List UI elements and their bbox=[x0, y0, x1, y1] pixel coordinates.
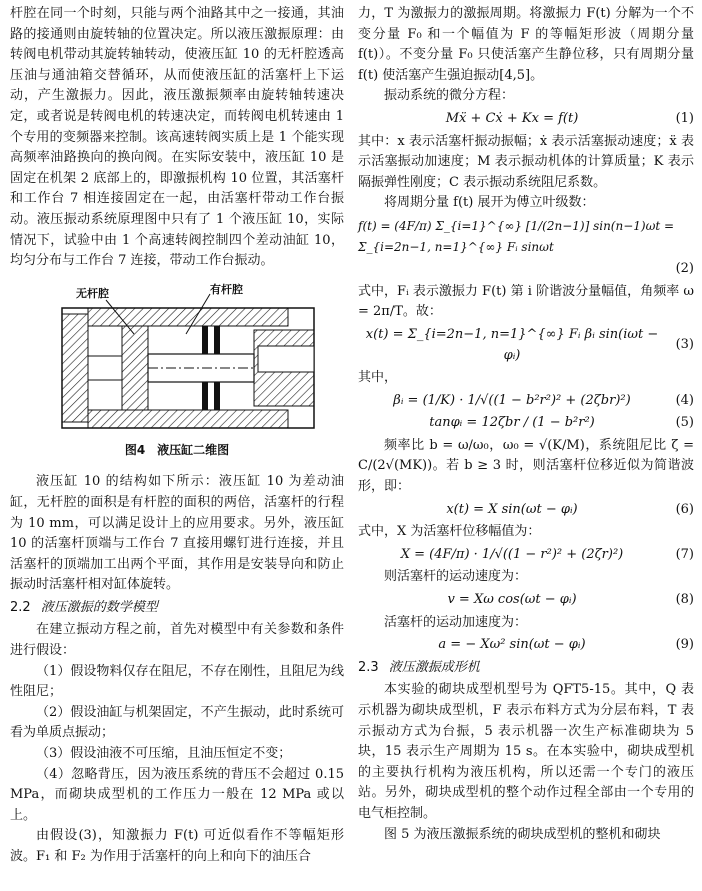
left-paragraph-1: 杆腔在同一个时刻，只能与两个油路其中之一接通，其油路的接通则由旋转轴的位置决定。所以液压激振原理：由转阀电机带动其旋转轴转动，使液压缸 10 的无杆腔透高压油与通油箱交替循环，从而使液压缸的活塞杆上下运动，产生激振力。因此，液压激振频率由旋转轴转速决定，或者说是转阀电机的转速决定，而转阀电机转速由 1 个专用的变频器来控制。该高速转阀实质上是 1 个能实现高频率油路换向的换向阀。在实际安装中，液压缸 10 是固定在机架 2 底部上的，即激振机构 10 位置，其活塞杆和工作台 7 相连接固定在一起，由活塞杆带动工作台振动。液压振动系统原理图中只有了 1 个液压缸 10，实际情况下，试验中由 1 个高速转阀控制四个差动油缸 10，均匀分布与工作台 7 连接，带动工作台振动。 bbox=[10, 6, 344, 269]
cylinder-drawing bbox=[10, 280, 344, 436]
equation-6-body: x(t) = X sin(ωt − φᵢ) bbox=[446, 501, 578, 517]
equation-3-body: x(t) = Σ_{i=2n−1, n=1}^{∞} Fᵢ βᵢ sin(iωt − φᵢ) bbox=[365, 326, 659, 363]
left-paragraph-3: 在建立振动方程之前，首先对模型中有关参数和条件进行假设： bbox=[10, 622, 344, 659]
equation-5-body: tanφᵢ = 12ζbr / (1 − b²r²) bbox=[429, 415, 595, 431]
left-column bbox=[10, 4, 344, 868]
right-paragraph-3: 其中：x 表示活塞杆振动振幅；ẋ 表示活塞振动速度；ẍ 表示活塞振动加速度；M 表示振动机体的计算质量；K 表示隔振弹性刚度；C 表示振动系统阻尼系数。 bbox=[358, 133, 694, 190]
equation-5-number: (5) bbox=[675, 415, 694, 431]
equation-8-number: (8) bbox=[675, 592, 694, 608]
right-paragraph-6: 其中， bbox=[358, 370, 398, 386]
equation-9 bbox=[358, 635, 694, 656]
right-paragraph-1: 力，T 为激振力的激振周期。将激振力 F(t) 分解为一个不变分量 F₀ 和一个幅值为 F 的等幅矩形波（周期分量 f(t)）。不变分量 F₀ 只使活塞产生静位移，只有周期分量 f(t) 使活塞产生强迫振动[4,5]。 bbox=[358, 6, 694, 83]
equation-8-body: v = Xω cos(ωt − φᵢ) bbox=[447, 592, 577, 608]
section-title: 液压激振的数学模型 bbox=[40, 599, 158, 615]
left-paragraph-4: 由假设(3)，知激振力 F(t) 可近似看作不等幅矩形波。F₁ 和 F₂ 为作用于活塞杆的向上和向下的油压合 bbox=[10, 828, 344, 864]
equation-9-number: (9) bbox=[675, 637, 694, 653]
assumption-4: （4）忽略背压，因为液压系统的背压不会超过 0.15 MPa，而砌块成型机的工作压力一般在 12 MPa 或以上。 bbox=[10, 766, 344, 823]
equation-2-body: f(t) = (4F/π) Σ_{i=1}^{∞} [1/(2n−1)] sin(n−1)ωt = Σ_{i=2n−1, n=1}^{∞} Fᵢ sinωt bbox=[358, 218, 675, 254]
hydraulic-cylinder-figure bbox=[10, 280, 344, 436]
right-paragraph-5: 式中，Fᵢ 表示激振力 F(t) 第 i 阶谐波分量幅值，角频率 ω = 2π/T。故： bbox=[358, 283, 694, 320]
right-column bbox=[358, 4, 694, 845]
right-paragraph-10: 活塞杆的运动加速度为： bbox=[384, 614, 528, 630]
rodless-chamber-label: 无杆腔 bbox=[76, 286, 109, 300]
equation-7-body: X = (4F/π) · 1/√((1 − r²)² + (2ζr)²) bbox=[400, 546, 624, 562]
equation-6 bbox=[358, 500, 694, 521]
equation-2-number-row bbox=[358, 259, 694, 280]
section-2-2-heading bbox=[10, 598, 344, 619]
right-paragraph-12: 图 5 为液压激振系统的砌块成型机的整机和砌块 bbox=[384, 826, 661, 842]
equation-1-body: Mẍ + Cẋ + Kx = f(t) bbox=[445, 110, 579, 126]
equation-1 bbox=[358, 109, 694, 130]
assumption-3: （3）假设油液不可压缩，且油压恒定不变； bbox=[36, 746, 292, 762]
assumption-1: （1）假设物料仅存在阻尼，不存在刚性，且阻尼为线性阻尼； bbox=[10, 663, 344, 700]
section-number: 2.3 bbox=[358, 659, 379, 675]
equation-2-number: (2) bbox=[675, 261, 694, 277]
equation-4-number: (4) bbox=[675, 392, 694, 408]
equation-1-number: (1) bbox=[675, 110, 694, 126]
left-paragraph-2: 液压缸 10 的结构如下所示：液压缸 10 为差动油缸，无杆腔的面积是有杆腔的面积的两倍，活塞杆的行程为 10 mm，可以满足设计上的应用要求。另外，液压缸 10 的活塞杆顶端与工作台 7 直接用螺钉进行连接，并且活塞杆的顶端加工出两个平面，其作用是安装导向和防止振动时活塞杆相对缸体旋转。 bbox=[10, 474, 344, 593]
equation-4 bbox=[358, 391, 694, 412]
right-paragraph-11: 本实验的砌块成型机型号为 QFT5-15。其中，Q 表示机器为砌块成型机，F 表示布料方式为分层布料，T 表示振动方式为台振，5 表示机器一次生产标准砌块为 5 块，15 表示生产周期为 15 s。在本实验中，砌块成型机的主要执行机构为液压机构，所以还需一个专门的液压站。另外，砌块成型机的整个动作过程全部由一个专用的电气柜控制。 bbox=[358, 682, 694, 821]
right-paragraph-4: 将周期分量 f(t) 展开为傅立叶级数： bbox=[384, 195, 595, 211]
equation-5 bbox=[358, 413, 694, 434]
right-paragraph-9: 则活塞杆的运动速度为： bbox=[384, 569, 528, 585]
right-paragraph-8: 式中，X 为活塞杆位移幅值为： bbox=[358, 524, 541, 540]
assumption-2: （2）假设油缸与机架固定，不产生振动，此时系统可看为单质点振动； bbox=[10, 704, 344, 741]
equation-3 bbox=[358, 325, 694, 366]
figure-4-caption: 图4 液压缸二维图 bbox=[124, 442, 230, 457]
equation-6-number: (6) bbox=[675, 501, 694, 517]
equation-7-number: (7) bbox=[675, 546, 694, 562]
section-title: 液压激振成形机 bbox=[388, 659, 480, 675]
section-2-3-heading bbox=[358, 658, 694, 679]
section-number: 2.2 bbox=[10, 599, 31, 615]
equation-9-body: a = − Xω² sin(ωt − φᵢ) bbox=[438, 637, 586, 653]
equation-8 bbox=[358, 590, 694, 611]
right-paragraph-2: 振动系统的微分方程： bbox=[384, 88, 515, 104]
equation-7 bbox=[358, 545, 694, 566]
rod-chamber-label: 有杆腔 bbox=[210, 282, 243, 296]
right-paragraph-7: 频率比 b = ω/ω₀，ω₀ = √(K/M)，系统阻尼比 ζ = C/(2√(MK))。若 b ≥ 3 时，则活塞杆位移近似为简谐波形，即： bbox=[358, 437, 694, 495]
equation-2 bbox=[358, 216, 694, 257]
equation-3-number: (3) bbox=[675, 337, 694, 353]
equation-4-body: βᵢ = (1/K) · 1/√((1 − b²r²)² + (2ζbr)²) bbox=[393, 392, 631, 408]
